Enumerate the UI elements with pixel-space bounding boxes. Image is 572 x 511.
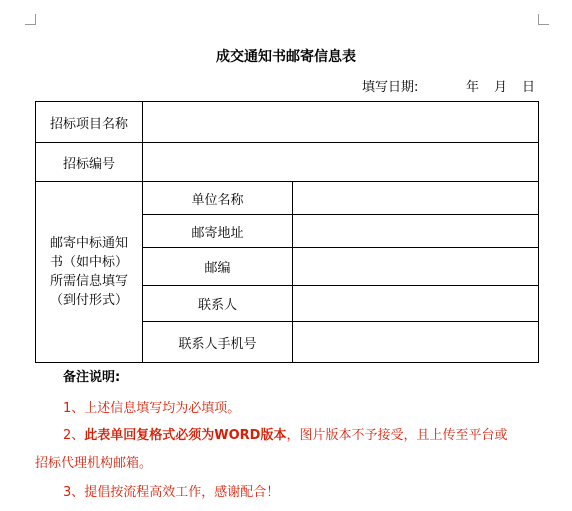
note-2 [63,424,508,443]
date-day-label: 日 [522,80,536,95]
mail-address-label: 邮寄地址 [143,215,293,248]
document-title: 成交通知书邮寄信息表 [216,49,356,65]
fill-date-row [362,76,542,95]
postcode-field[interactable] [293,248,539,286]
mailing-group-line: 邮寄中标通知 [49,236,128,251]
fill-date-label: 填写日期: [362,80,419,95]
note-2-continuation: 招标代理机构邮箱。 [35,456,153,471]
mailing-group-line: 书（如中标） [49,255,128,270]
note-2-emphasis: 此表单回复格式必须为WORD版本 [84,428,287,443]
note-3: 3、提倡按流程高效工作，感谢配合！ [63,485,280,500]
notes-title: 备注说明: [63,370,121,385]
info-form-table [35,101,539,363]
contact-field[interactable] [293,286,539,322]
note-2-number: 2、 [63,428,85,443]
postcode-label: 邮编 [143,248,293,286]
mailing-info-group-label [36,182,143,363]
contact-label: 联系人 [143,286,293,322]
mail-address-field[interactable] [293,215,539,248]
note-1: 1、上述信息填写均为必填项。 [63,401,241,416]
project-name-label: 招标项目名称 [36,102,143,143]
bid-number-field[interactable] [143,143,539,182]
mailing-group-line: （到付形式） [49,293,128,308]
crop-mark-top-left [25,14,36,25]
project-name-field[interactable] [143,102,539,143]
unit-name-field[interactable] [293,182,539,215]
bid-number-label: 招标编号 [36,143,143,182]
mailing-group-line: 所需信息填写 [49,274,128,289]
unit-name-label: 单位名称 [143,182,293,215]
note-2-rest: ，图片版本不予接受，且上传至平台或 [286,428,508,443]
contact-phone-label: 联系人手机号 [143,322,293,363]
crop-mark-top-right [538,14,549,25]
date-year-label: 年 [466,80,480,95]
contact-phone-field[interactable] [293,322,539,363]
date-month-label: 月 [494,80,508,95]
